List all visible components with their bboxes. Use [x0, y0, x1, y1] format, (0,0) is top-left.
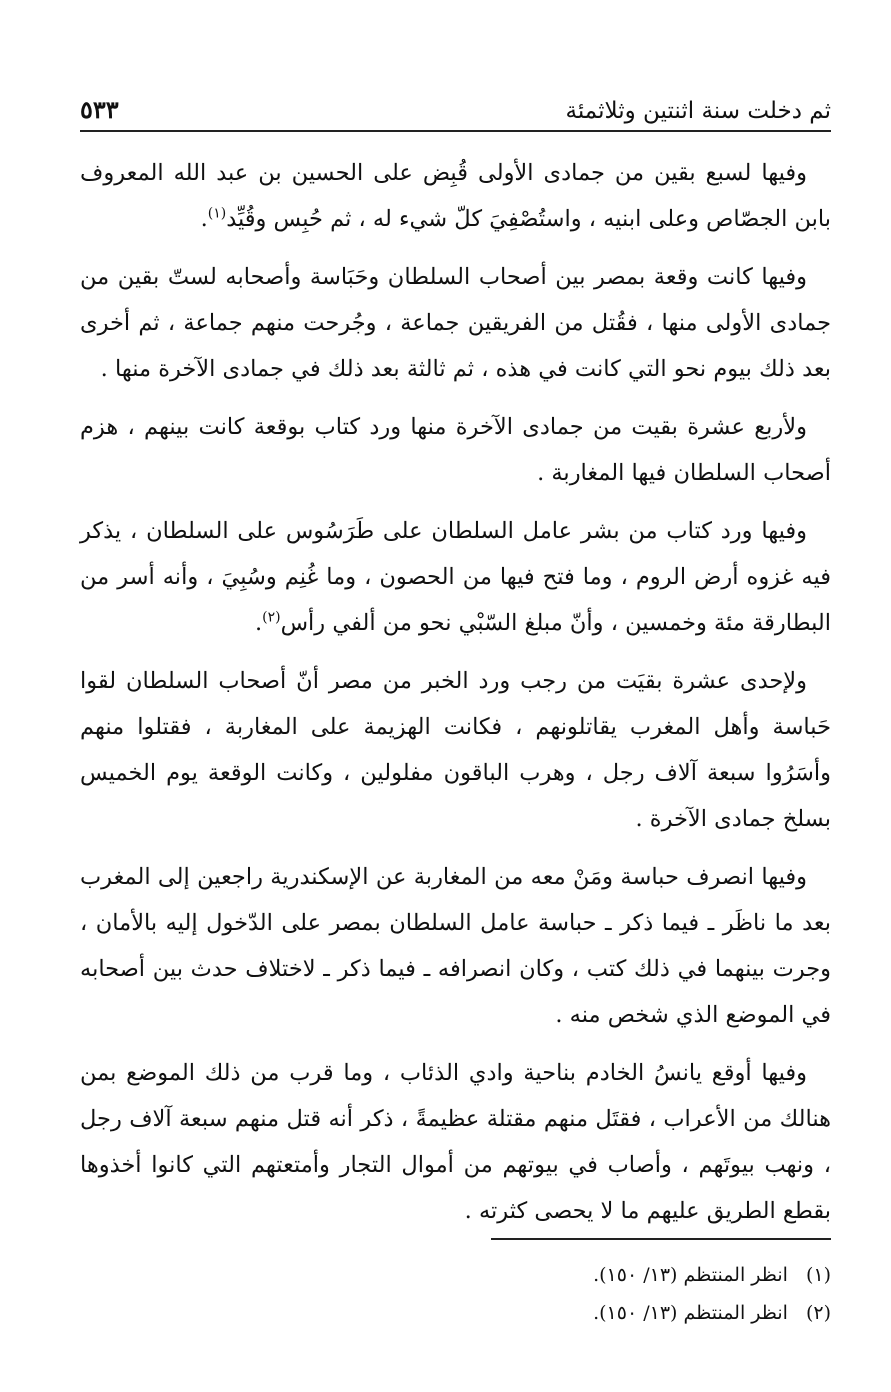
paragraph: [80, 254, 831, 392]
paragraph: [80, 508, 831, 646]
paragraph: [80, 1050, 831, 1234]
footnote-reference: (١): [207, 205, 227, 222]
paragraph-text: وفيها انصرف حباسة ومَنْ معه من المغاربة عن الإسكندرية راجعين إلى المغرب بعد ما ناظَر ـ فيما ذكر ـ حباسة عامل السلطان بمصر على الدّخول إليه بالأمان ، وجرت بينهما في ذلك كتب ، وكان انصرافه ـ فيما ذكر ـ لاختلاف حدث بين أصحابه في الموضع الذي شخص منه .: [80, 864, 831, 1028]
paragraph-text: وفيها أوقع يانسُ الخادم بناحية وادي الذئاب ، وما قرب من ذلك الموضع بمن هنالك من الأعراب ، فقتَل منهم مقتلة عظيمةً ، ذكر أنه قتل منهم سبعة آلاف رجل ، ونهب بيوتَهم ، وأصاب في بيوتهم من أموال التجار وأمتعتهم التي كانوا أخذوها بقطع الطريق عليهم ما لا يحصى كثرته .: [80, 1060, 831, 1224]
paragraph-text: وفيها كانت وقعة بمصر بين أصحاب السلطان وحَبَاسة وأصحابه لستّ بقين من جمادى الأولى منها ، فقُتل من الفريقين جماعة ، وجُرحت منهم جماعة ، ثم أخرى بعد ذلك بيوم نحو التي كانت في هذه ، ثم ثالثة بعد ذلك في جمادى الآخرة منها .: [80, 264, 831, 382]
running-title: ثم دخلت سنة اثنتين وثلاثمئة: [565, 98, 831, 124]
paragraph: [80, 150, 831, 242]
footnote-text: انظر المنتظم (١٣/ ١٥٠).: [593, 1264, 788, 1286]
footnote: [80, 1256, 831, 1294]
page-number: ٥٣٣: [80, 95, 119, 124]
footnote-reference: (٢): [262, 609, 281, 626]
paragraph-tail: .: [254, 610, 263, 636]
paragraph: [80, 404, 831, 496]
footnote: [80, 1294, 831, 1332]
paragraph-text: ولإحدى عشرة بقيَت من رجب ورد الخبر من مصر أنّ أصحاب السلطان لقوا حَباسة وأهل المغرب يقاتلونهم ، فكانت الهزيمة على المغاربة ، فقتلوا منهم وأسَرُوا سبعة آلاف رجل ، وهرب الباقون مفلولين ، وكانت الوقعة يوم الخميس بسلخ جمادى الآخرة .: [80, 668, 831, 832]
footnote-text: انظر المنتظم (١٣/ ١٥٠).: [593, 1302, 788, 1324]
paragraph-text: وفيها ورد كتاب من بشر عامل السلطان على طَرَسُوس على السلطان ، يذكر فيه غزوه أرض الروم ، وما فتح فيها من الحصون ، وما غُنِم وسُبِيَ ، وأنه أسر من البطارقة مئة وخمسين ، وأنّ مبلغ السّبْي نحو من ألفي رأس: [80, 518, 831, 636]
main-text: [80, 150, 831, 1246]
paragraph-tail: .: [200, 206, 208, 232]
footnote-separator: [491, 1238, 831, 1240]
page-header: [80, 78, 831, 132]
paragraph-text: ولأربع عشرة بقيت من جمادى الآخرة منها ورد كتاب بوقعة كانت بينهم ، هزم أصحاب السلطان فيها المغاربة .: [80, 414, 831, 486]
footnote-number: (١): [805, 1264, 831, 1286]
paragraph: [80, 658, 831, 842]
footnote-number: (٢): [805, 1302, 831, 1324]
footnotes: [80, 1256, 831, 1332]
paragraph: [80, 854, 831, 1038]
paragraph-text: وفيها لسبع بقين من جمادى الأولى قُبِض على الحسين بن عبد الله المعروف بابن الجصّاص وعلى ابنيه ، واستُصْفِيَ كلّ شيء له ، ثم حُبِس وقُيِّد: [80, 160, 831, 232]
